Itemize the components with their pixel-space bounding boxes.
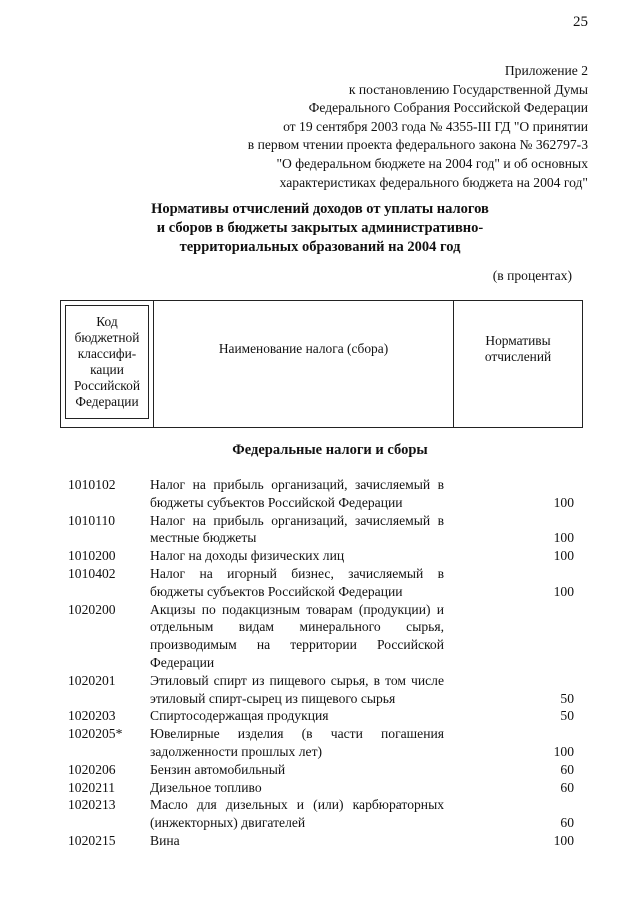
table-row [68,547,574,565]
row-value: 60 [560,779,574,795]
row-code: 1010110 [68,512,116,528]
table-header [60,300,583,428]
row-code: 1020200 [68,601,116,617]
row-name: Спиртосодержащая продукция [150,708,329,724]
table-row [68,672,574,708]
header-code-label: Код бюджетной классифи-кации Российской Федерации [65,305,149,419]
row-value: 100 [553,494,574,510]
row-value: 60 [560,815,574,831]
row-code: 1020215 [68,832,116,848]
row-value: 100 [553,548,574,564]
section-title: Федеральные налоги и сборы [232,442,428,458]
table-row [68,707,574,725]
row-name: Налог на игорный бизнес, зачисляемый в бюджеты субъектов Российской Федерации [150,565,444,599]
row-value: 100 [553,530,574,546]
table-row [68,832,574,850]
table-row [68,761,574,779]
title-line: территориальных образований на 2004 год [179,239,461,255]
row-name: Налог на прибыль организаций, зачисляемый в бюджеты субъектов Российской Федерации [150,477,444,510]
row-code: 1020205* [68,726,123,742]
row-code: 1010200 [68,548,116,564]
appendix-line: в первом чтении проекта федерального закона № 362797-3 [247,137,588,153]
row-code: 1010102 [68,477,116,492]
row-code: 1020203 [68,708,116,724]
table-row [68,476,574,512]
row-name: Налог на прибыль организаций, зачисляемый в местные бюджеты [150,512,444,546]
row-name: Вина [150,832,180,848]
row-name: Дизельное топливо [150,779,262,795]
row-value: 100 [553,743,574,759]
row-name: Этиловый спирт из пищевого сырья, в том числе этиловый спирт-сырец из пищевого сырья [150,672,444,706]
title-line: и сборов в бюджеты закрытых административно- [156,220,484,236]
header-name-cell: Наименование налога (сбора) [154,301,454,427]
row-value: 50 [560,690,574,706]
table-row [68,512,574,548]
appendix-line: "О федеральном бюджете на 2004 год" и об основных [276,155,588,171]
title-line: Нормативы отчислений доходов от уплаты налогов [151,201,489,217]
row-name: Налог на доходы физических лиц [150,548,345,564]
table-row [68,725,574,761]
appendix-line: Федерального Собрания Российской Федерации [308,100,588,116]
header-code-cell [61,301,154,427]
row-code: 1010402 [68,565,116,581]
appendix-block [148,62,588,192]
document-title [120,200,520,257]
table-row [68,565,574,601]
appendix-line: Приложение 2 [504,63,588,78]
page-number: 25 [573,14,588,30]
appendix-line: от 19 сентября 2003 года № 4355-III ГД "О принятии [283,118,588,134]
row-code: 1020201 [68,672,116,688]
row-name: Бензин автомобильный [150,761,286,777]
table-row [68,779,574,797]
row-value [444,601,574,672]
row-value: 60 [560,761,574,777]
row-value: 100 [553,583,574,599]
row-code: 1020213 [68,797,116,813]
units-note: (в процентах) [492,268,572,283]
row-name: Масло для дизельных и (или) карбюраторных (инжекторных) двигателей [150,797,444,831]
table-row [68,601,574,672]
row-name: Ювелирные изделия (в части погашения задолженности прошлых лет) [150,726,444,759]
header-rate-cell: Нормативы отчислений [484,333,552,364]
row-code: 1020206 [68,761,116,777]
appendix-line: к постановлению Государственной Думы [348,81,588,97]
row-name: Акцизы по подакцизным товарам (продукции) и отдельным видам минерального сырья, производимым на территории Российской Федерации [150,601,444,670]
table-row [68,796,574,832]
row-value: 50 [560,708,574,724]
row-code: 1020211 [68,779,116,795]
row-value: 100 [553,832,574,848]
tax-rows [68,476,574,850]
appendix-line: характеристиках федерального бюджета на 2004 год" [279,174,588,190]
